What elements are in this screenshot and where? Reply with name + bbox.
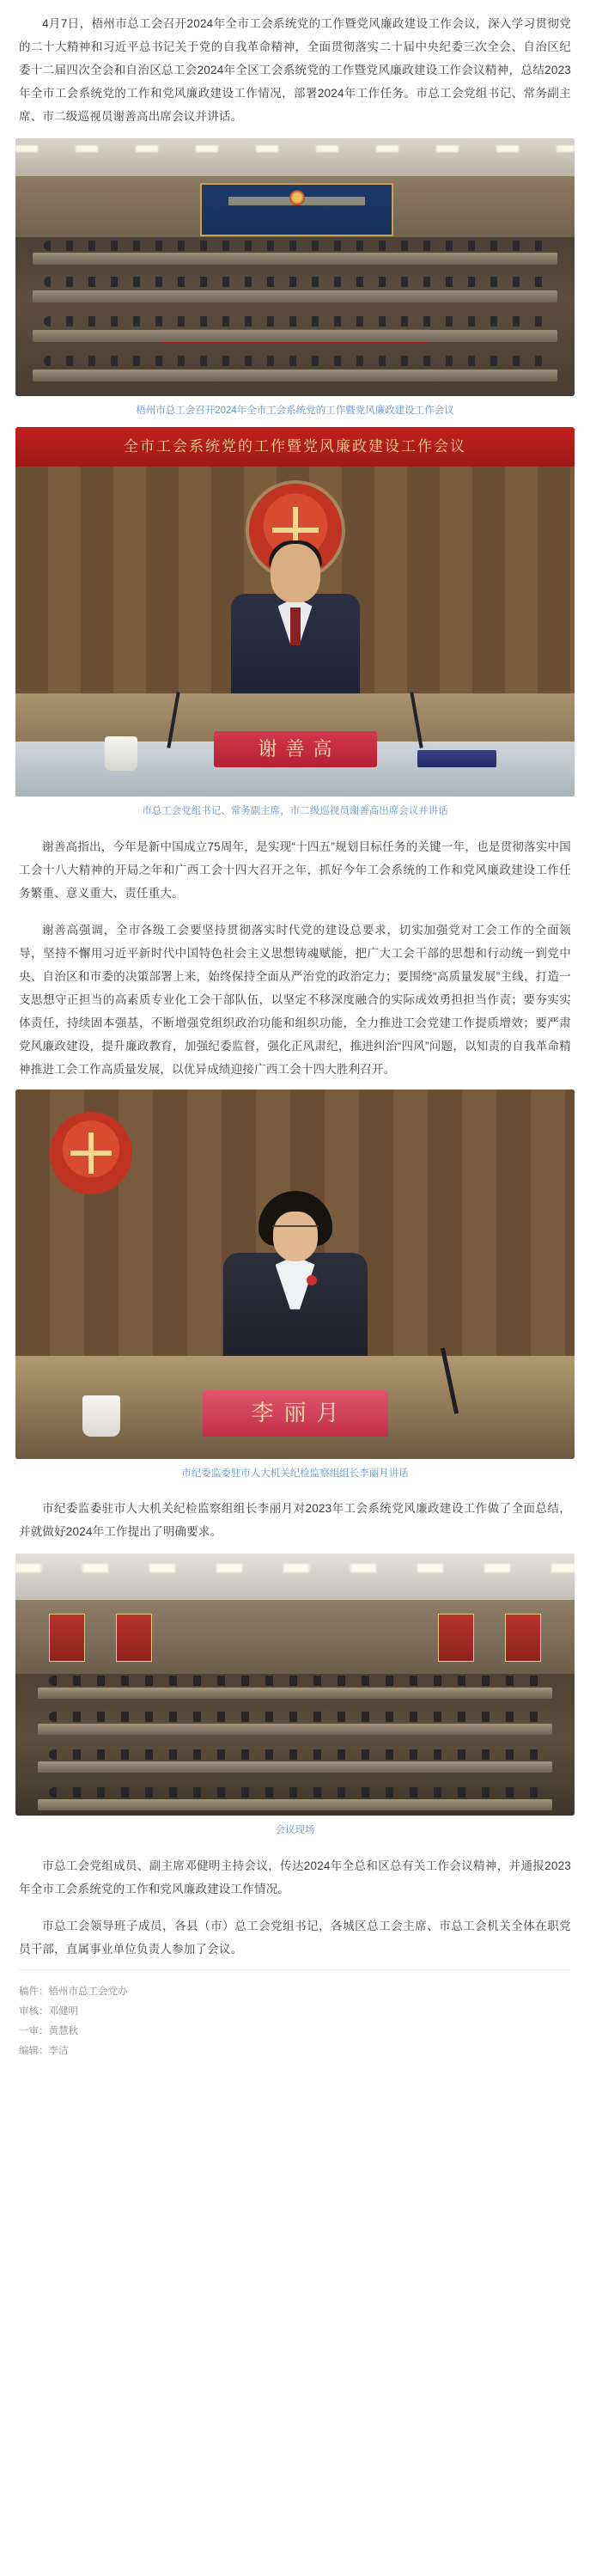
- meeting-hall-photo: [15, 138, 575, 396]
- desk-row: [38, 1688, 552, 1699]
- side-wall: [15, 1600, 575, 1677]
- glasses-icon: [272, 1225, 319, 1237]
- nameplate: 李丽月: [203, 1390, 388, 1437]
- figure-caption: 会议现场: [275, 1825, 315, 1836]
- wall-poster: [505, 1614, 541, 1662]
- meta-source: 稿件：梧州市总工会党办: [19, 1986, 128, 1997]
- attendee-row: [44, 277, 547, 287]
- figure-xie-shangao: [0, 422, 590, 822]
- figure-meeting-hall: [0, 133, 590, 422]
- nameplate: 谢善高: [214, 731, 377, 767]
- attendee-row: [44, 316, 547, 327]
- wall-poster: [49, 1614, 85, 1662]
- figure-li-liyue: [0, 1084, 590, 1485]
- attendee-row: [44, 356, 547, 366]
- attendee-row: [49, 1676, 541, 1686]
- seating-area: [15, 1674, 575, 1816]
- emblem-icon: [289, 190, 305, 205]
- paragraph-5: 市总工会党组成员、副主席邓健明主持会议，传达2024年全总和区总有关工作会议精神，并通报2023年全市工会系统党的工作和党风廉政建设工作情况。: [19, 1859, 571, 1895]
- figure-caption: 市总工会党组书记、常务副主席，市二级巡视员谢善高出席会议并讲话: [142, 806, 448, 817]
- head: [271, 544, 320, 602]
- lead-paragraph: 4月7日，梧州市总工会召开2024年全市工会系统党的工作暨党风廉政建设工作会议，深入学习贯彻党的二十大精神和习近平总书记关于党的自我革命精神，全面贯彻落实二十届中央纪委三次全会、自治区纪委十二届四次全会和自治区总工会2024年全区工会系统党的工作暨党风廉政建设工作会议精神，总结2023年全市工会系统党的工作和党风廉政建设工作情况，部署2024年工作任务。市总工会党组书记、常务副主席、市二级巡视员谢善高出席会议并讲话。: [19, 17, 571, 123]
- seating-area: [15, 237, 575, 396]
- desk-row: [33, 330, 558, 342]
- meta-reviewer: 审核：邓健明: [19, 2005, 78, 2017]
- attendee-row: [49, 1787, 541, 1798]
- desk-row: [33, 290, 558, 302]
- meta-editor: 编辑：李洁: [19, 2045, 69, 2056]
- conference-banner: 全市工会系统党的工作暨党风廉政建设工作会议: [15, 427, 575, 467]
- speaker-figure: [231, 544, 360, 707]
- tie: [290, 607, 301, 645]
- ceiling-lights: [15, 145, 575, 152]
- attendee-row: [49, 1749, 541, 1760]
- union-emblem-icon: [50, 1112, 132, 1194]
- speaker-figure: [223, 1196, 368, 1377]
- attendee-row: [44, 241, 547, 251]
- paragraph-3: 谢善高强调，全市各级工会要坚持贯彻落实时代党的建设总要求，切实加强党对工会工作的全面领导，坚持不懈用习近平新时代中国特色社会主义思想铸魂赋能，把广大工会干部的思想和行动统一到党中央、自治区和市委的决策部署上来，始终保持全面从严治党的政治定力；要围绕“高质量发展”主线，打造一支思想守正担当的高素质专业化工会干部队伍，以坚定不移深度融合的实际成效勇担担当作责；要夯实实体责任，持续固本强基，不断增强党组织政治功能和组织功能，全力推进工会党建工作提质增效；要严肃党风廉政建设，提升廉政教育，加强纪委监督，强化正风肃纪，推进纠治“四风”问题，以知责的自我革命精神推进工会工作高质量发展，以优异成绩迎接广西工会十四大胜利召开。: [19, 923, 571, 1076]
- speaker-photo-female: [15, 1090, 575, 1459]
- desk-row: [38, 1799, 552, 1810]
- paragraph-6: 市总工会领导班子成员，各县（市）总工会党组书记，各城区总工会主席、市总工会机关全体在职党员干部，直属事业单位负责人参加了会议。: [19, 1919, 571, 1956]
- wall-poster: [438, 1614, 474, 1662]
- desk-row: [33, 253, 558, 265]
- document-folder: [417, 750, 496, 767]
- desk-row: [38, 1761, 552, 1773]
- tea-cup: [105, 736, 137, 771]
- tea-cup: [82, 1395, 120, 1437]
- ceiling-lights: [15, 1564, 575, 1572]
- meta-first-reviewer: 一审：黄慧秋: [19, 2025, 78, 2036]
- attendee-row: [49, 1712, 541, 1722]
- desk-row: [38, 1724, 552, 1735]
- footer-meta: [0, 1970, 590, 2077]
- wall-poster: [116, 1614, 152, 1662]
- figure-caption: 市纪委监委驻市人大机关纪检监察组组长李丽月讲话: [181, 1468, 409, 1479]
- desk-row: [33, 369, 558, 382]
- speaker-photo-male: [15, 427, 575, 797]
- paragraph-2: 谢善高指出，今年是新中国成立75周年，是实现“十四五”规划目标任务的关键一年，也是贯彻落实中国工会十八大精神的开局之年和广西工会十四大召开之年，抓好今年工会系统的工作和党风廉政建设工作任务繁重、意义重大、责任重大。: [19, 839, 571, 900]
- ceiling: [15, 1554, 575, 1600]
- paragraph-4: 市纪委监委驻市人大机关纪检监察组组长李丽月对2023年工会系统党风廉政建设工作做了全面总结，并就做好2024年工作提出了明确要求。: [19, 1502, 571, 1539]
- figure-meeting-scene: [0, 1548, 590, 1841]
- meeting-scene-photo: [15, 1554, 575, 1816]
- ceiling: [15, 138, 575, 176]
- figure-caption: 梧州市总工会召开2024年全市工会系统党的工作暨党风廉政建设工作会议: [136, 406, 454, 416]
